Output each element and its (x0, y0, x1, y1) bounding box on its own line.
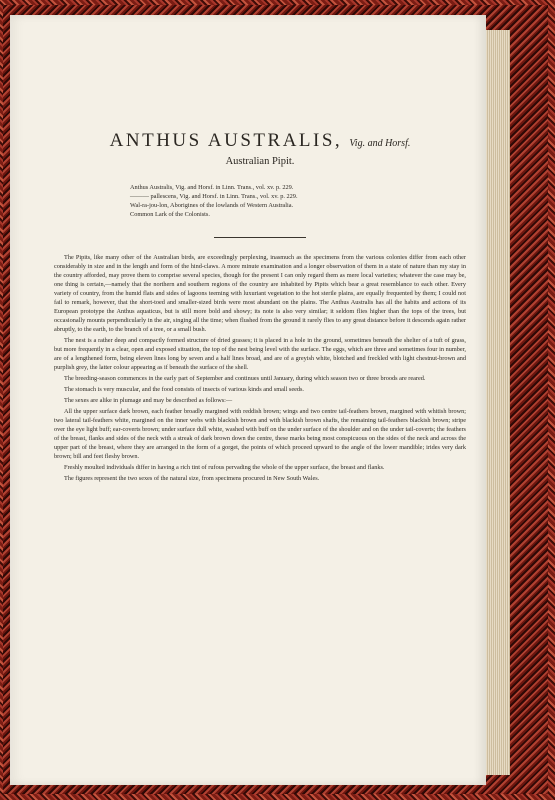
paragraph: All the upper surface dark brown, each feather broadly margined with reddish brown; wings and two centre tail-feathers brown, margined with whitish brown; two lateral tail-feathers white, margined on the inner webs with blackish brown and with blackish brown shafts, the remaining tail-feathers blackish brown; stripe over the eye light buff; ear-coverts brown; under surface dull white, washed with buff on the under surface of the shoulder and on the under tail-coverts; the feathers of the breast, flanks and sides of the neck with a streak of dark brown down the centre, these marks being most conspicuous on the sides of the neck and across the upper part of the breast, where they are arranged in the form of a gorget, the points of which proceed upward to the angle of the lower mandible; irides very dark brown; bill and feet fleshy brown. (54, 408, 466, 460)
paragraph: The Pipits, like many other of the Australian birds, are exceedingly perplexing, inasmuch as the specimens from the various colonies differ from each other considerably in size and in the length and form of the hind-claws. A more minute examination and a longer observation of them in a state of nature than my stay in the country afforded, may prove them to comprise several species, though for the present I can only regard them as mere local varieties; whatever the case may be, one thing is certain,—namely that the northern and southern regions of the country are inhabited by Pipits which bear a great resemblance to each other. Every variety of country, from the humid flats and sides of lagoons teeming with luxuriant vegetation to the hot sterile plains, are equally frequented by them; I could not fail to remark, however, that the short-toed and smaller-sized birds were most abundant on the plains. The Anthus Australis has all the habits and actions of its European prototype the Anthus aquaticus, but is still more bold and showy; its note is also very similar; it seldom flies higher than the tops of the trees, but occasionally mounts perpendicularly in the air, singing all the time; when flushed from the ground it rarely flies to any great distance before it descends again rather abruptly, to the earth, to the branch of a tree, or a small bush. (54, 254, 466, 333)
section-rule (214, 237, 306, 238)
species-title (54, 130, 466, 152)
paragraph: The nest is a rather deep and compactly formed structure of dried grasses; it is placed in a hole in the ground, sometimes beneath the shelter of a tuft of grass, but more frequently in a clear, open and exposed situation, the top of the nest being level with the surface. The eggs, which are three and sometimes four in number, are of a lengthened form, being eleven lines long by seven and a half lines broad, and are of a greyish white, blotched and freckled with light chestnut-brown and purplish grey, the latter colour appearing as if beneath the surface of the shell. (54, 337, 466, 371)
page-content (54, 130, 466, 485)
synonymy-block (130, 183, 466, 219)
paragraph: Freshly moulted individuals differ in having a rich tint of rufous pervading the whole of the upper surface, the breast and flanks. (64, 464, 385, 471)
species-title-authority: Vig. and Horsf. (349, 138, 411, 149)
synonymy-line: ——— pallescens, Vig. and Horsf. in Linn. Trans., vol. xv. p. 229. (130, 193, 298, 200)
synonymy-line: Common Lark of the Colonists. (130, 211, 210, 218)
body-text (54, 253, 466, 483)
paragraph: The breeding-season commences in the early part of September and continues until January, during which season two or three broods are reared. (64, 375, 426, 382)
synonymy-line: Wal-ra-jou-lon, Aborigines of the lowlands of Western Australia. (130, 202, 294, 209)
common-name: Australian Pipit. (225, 156, 295, 167)
species-title-main: ANTHUS AUSTRALIS, (109, 130, 343, 151)
paragraph: The sexes are alike in plumage and may be described as follows:— (64, 397, 233, 404)
paragraph: The stomach is very muscular, and the food consists of insects of various kinds and small seeds. (64, 386, 304, 393)
synonymy-line: Anthus Australis, Vig. and Horsf. in Linn. Trans., vol. xv. p. 229. (130, 184, 294, 191)
paragraph: The figures represent the two sexes of the natural size, from specimens procured in New South Wales. (64, 475, 320, 482)
